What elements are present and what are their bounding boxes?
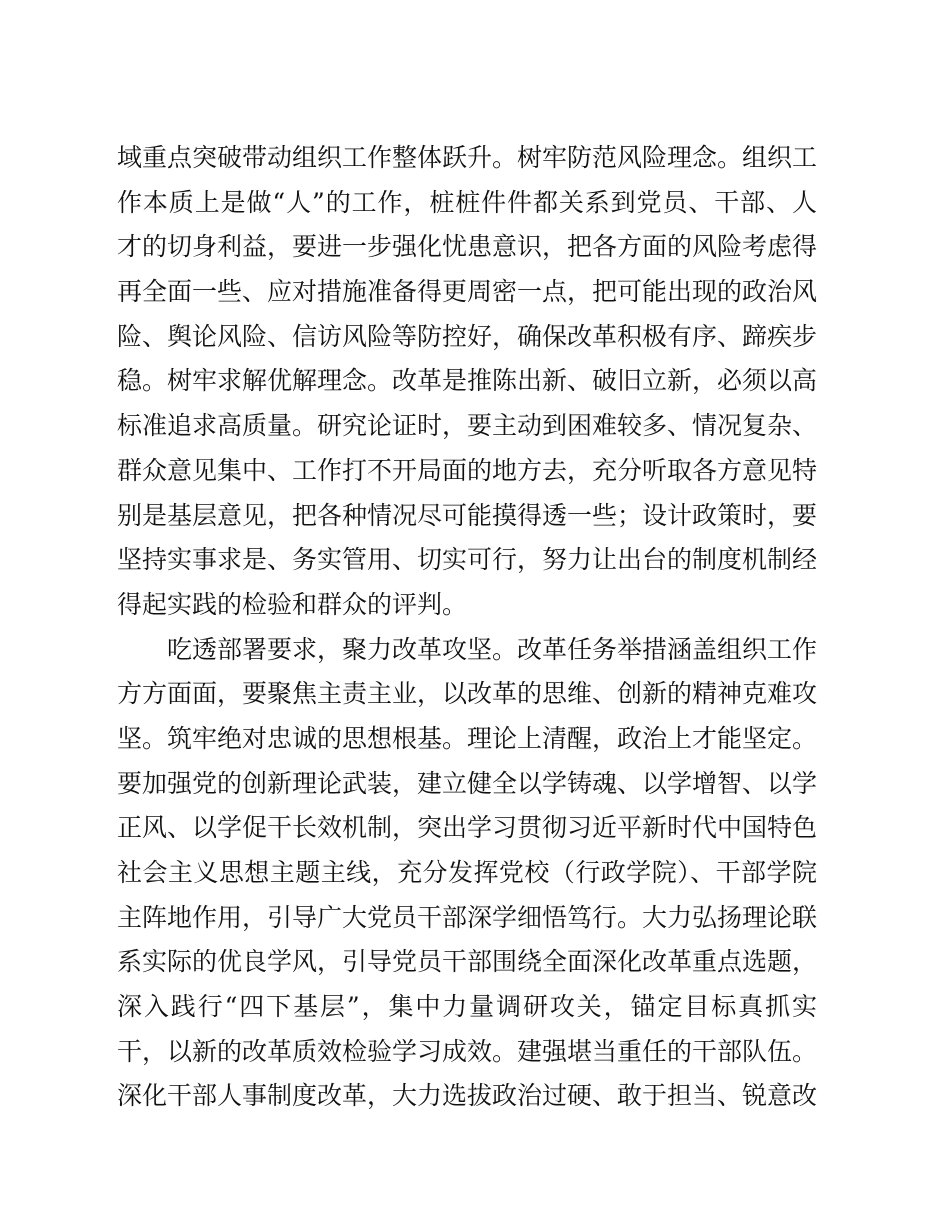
text-line-21: 干，以新的改革质效检验学习成效。建强堪当重任的干部队伍。 <box>117 1036 818 1066</box>
text-line-22: 深化干部人事制度改革，大力选拔政治过硬、敢于担当、锐意改 <box>117 1081 818 1111</box>
text-line-18: 主阵地作用，引导广大党员干部深学细悟笃行。大力弘扬理论联 <box>117 902 818 932</box>
text-line-7: 标准追求高质量。研究论证时，要主动到困难较多、情况复杂、 <box>117 411 818 441</box>
text-line-11: 得起实践的检验和群众的评判。 <box>117 589 468 619</box>
text-line-9: 别是基层意见，把各种情况尽可能摸得透一些；设计政策时，要 <box>117 500 818 530</box>
text-line-12: 吃透部署要求，聚力改革攻坚。改革任务举措涵盖组织工作 <box>167 634 818 664</box>
text-line-4: 再全面一些、应对措施准备得更周密一点，把可能出现的政治风 <box>117 277 818 307</box>
text-line-15: 要加强党的创新理论武装，建立健全以学铸魂、以学增智、以学 <box>117 768 818 798</box>
text-line-13: 方方面面，要聚焦主责主业，以改革的思维、创新的精神克难攻 <box>117 679 818 709</box>
text-line-17: 社会主义思想主题主线，充分发挥党校（行政学院）、干部学院 <box>117 858 817 887</box>
text-line-14: 坚。筑牢绝对忠诚的思想根基。理论上清醒，政治上才能坚定。 <box>117 723 818 753</box>
text-line-20: 深入践行“四下基层”，集中力量调研攻关，锚定目标真抓实 <box>117 992 817 1022</box>
text-line-10: 坚持实事求是、务实管用、切实可行，努力让出台的制度机制经 <box>117 545 818 575</box>
text-line-19: 系实际的优良学风，引导党员干部围绕全面深化改革重点选题， <box>117 947 818 977</box>
text-line-3: 才的切身利益，要进一步强化忧患意识，把各方面的风险考虑得 <box>117 232 818 262</box>
text-line-16: 正风、以学促干长效机制，突出学习贯彻习近平新时代中国特色 <box>117 813 818 843</box>
text-line-5: 险、舆论风险、信访风险等防控好，确保改革积极有序、蹄疾步 <box>117 321 818 351</box>
text-line-2: 作本质上是做“人”的工作，桩桩件件都关系到党员、干部、人 <box>117 187 817 217</box>
text-line-6: 稳。树牢求解优解理念。改革是推陈出新、破旧立新，必须以高 <box>117 366 818 396</box>
body-text <box>117 136 817 1119</box>
text-line-8: 群众意见集中、工作打不开局面的地方去，充分听取各方意见特 <box>117 455 818 485</box>
text-line-1: 域重点突破带动组织工作整体跃升。树牢防范风险理念。组织工 <box>117 143 818 172</box>
